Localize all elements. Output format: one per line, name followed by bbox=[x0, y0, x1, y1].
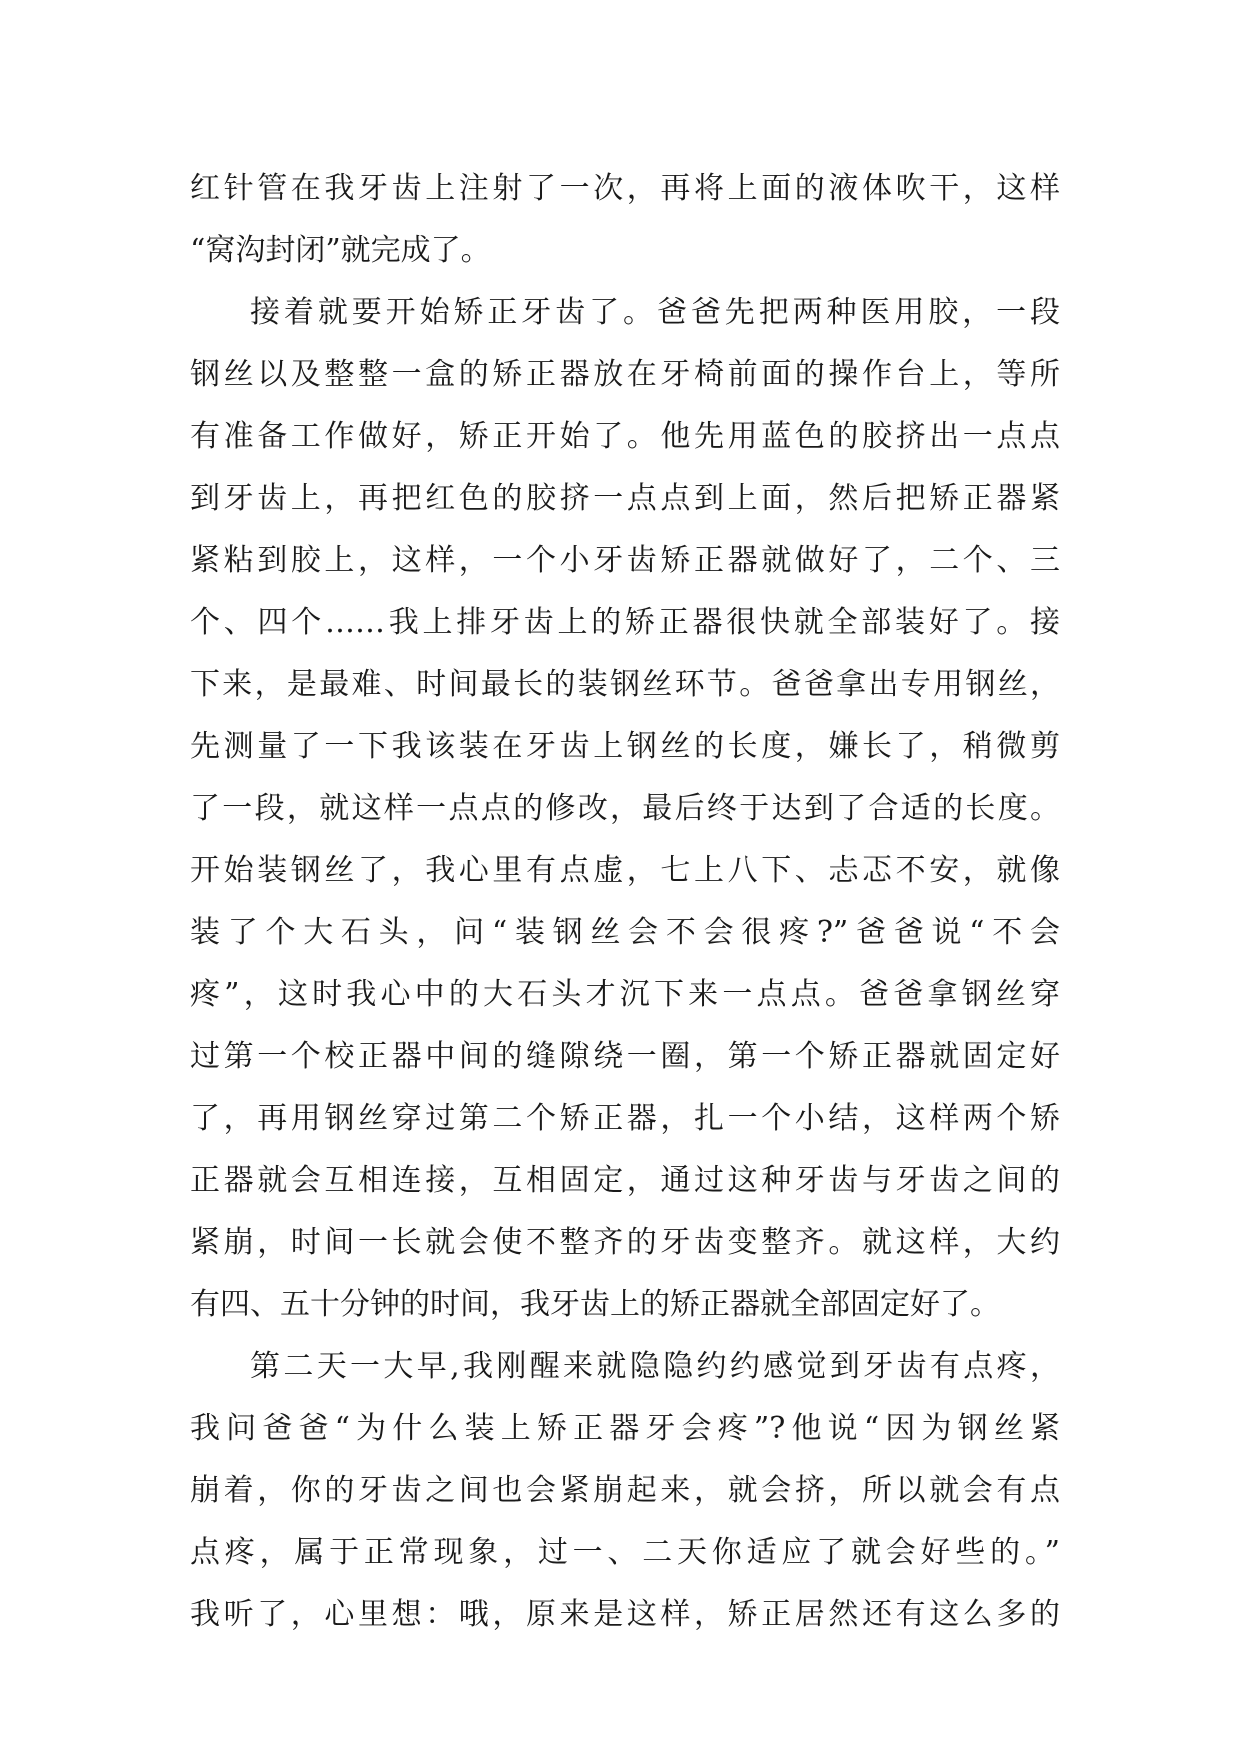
paragraph-first-line: 第二天一大早,我刚醒来就隐隐约约感觉到牙齿有点疼， bbox=[250, 1349, 1060, 1384]
text-line: 疼”，这时我心中的大石头才沉下来一点点。爸爸拿钢丝穿 bbox=[190, 977, 1060, 1012]
text-line: 到牙齿上，再把红色的胶挤一点点到上面，然后把矫正器紧 bbox=[190, 481, 1060, 516]
text-line: “窝沟封闭”就完成了。 bbox=[190, 233, 491, 268]
text-line: 装了个大石头，问“装钢丝会不会很疼?”爸爸说“不会 bbox=[190, 915, 1060, 950]
text-line: 我问爸爸“为什么装上矫正器牙会疼”?他说“因为钢丝紧 bbox=[190, 1411, 1060, 1446]
text-line: 有准备工作做好，矫正开始了。他先用蓝色的胶挤出一点点 bbox=[190, 419, 1060, 454]
text-line: 有四、五十分钟的时间，我牙齿上的矫正器就全部固定好了。 bbox=[190, 1287, 1000, 1322]
text-line: 过第一个校正器中间的缝隙绕一圈，第一个矫正器就固定好 bbox=[190, 1039, 1060, 1074]
text-line: 了，再用钢丝穿过第二个矫正器，扎一个小结，这样两个矫 bbox=[190, 1101, 1060, 1136]
text-line: 先测量了一下我该装在牙齿上钢丝的长度，嫌长了，稍微剪 bbox=[190, 729, 1060, 764]
text-line: 正器就会互相连接，互相固定，通过这种牙齿与牙齿之间的 bbox=[190, 1163, 1060, 1198]
text-line: 个、四个……我上排牙齿上的矫正器很快就全部装好了。接 bbox=[190, 605, 1060, 640]
text-line: 点疼，属于正常现象，过一、二天你适应了就会好些的。” bbox=[190, 1535, 1060, 1570]
text-line: 崩着，你的牙齿之间也会紧崩起来，就会挤，所以就会有点 bbox=[190, 1473, 1060, 1508]
text-line: 了一段，就这样一点点的修改，最后终于达到了合适的长度。 bbox=[190, 791, 1060, 826]
paragraph-first-line: 接着就要开始矫正牙齿了。爸爸先把两种医用胶，一段 bbox=[250, 295, 1060, 330]
text-line: 开始装钢丝了，我心里有点虚，七上八下、忐忑不安，就像 bbox=[190, 853, 1060, 888]
text-line: 红针管在我牙齿上注射了一次，再将上面的液体吹干，这样 bbox=[190, 171, 1060, 206]
text-line: 我听了，心里想：哦，原来是这样，矫正居然还有这么多的 bbox=[190, 1597, 1060, 1632]
body-text bbox=[190, 158, 1060, 1646]
text-line: 钢丝以及整整一盒的矫正器放在牙椅前面的操作台上，等所 bbox=[190, 357, 1060, 392]
text-line: 紧崩，时间一长就会使不整齐的牙齿变整齐。就这样，大约 bbox=[190, 1225, 1060, 1260]
text-line: 紧粘到胶上，这样，一个小牙齿矫正器就做好了，二个、三 bbox=[190, 543, 1060, 578]
text-line: 下来，是最难、时间最长的装钢丝环节。爸爸拿出专用钢丝， bbox=[190, 667, 1060, 702]
